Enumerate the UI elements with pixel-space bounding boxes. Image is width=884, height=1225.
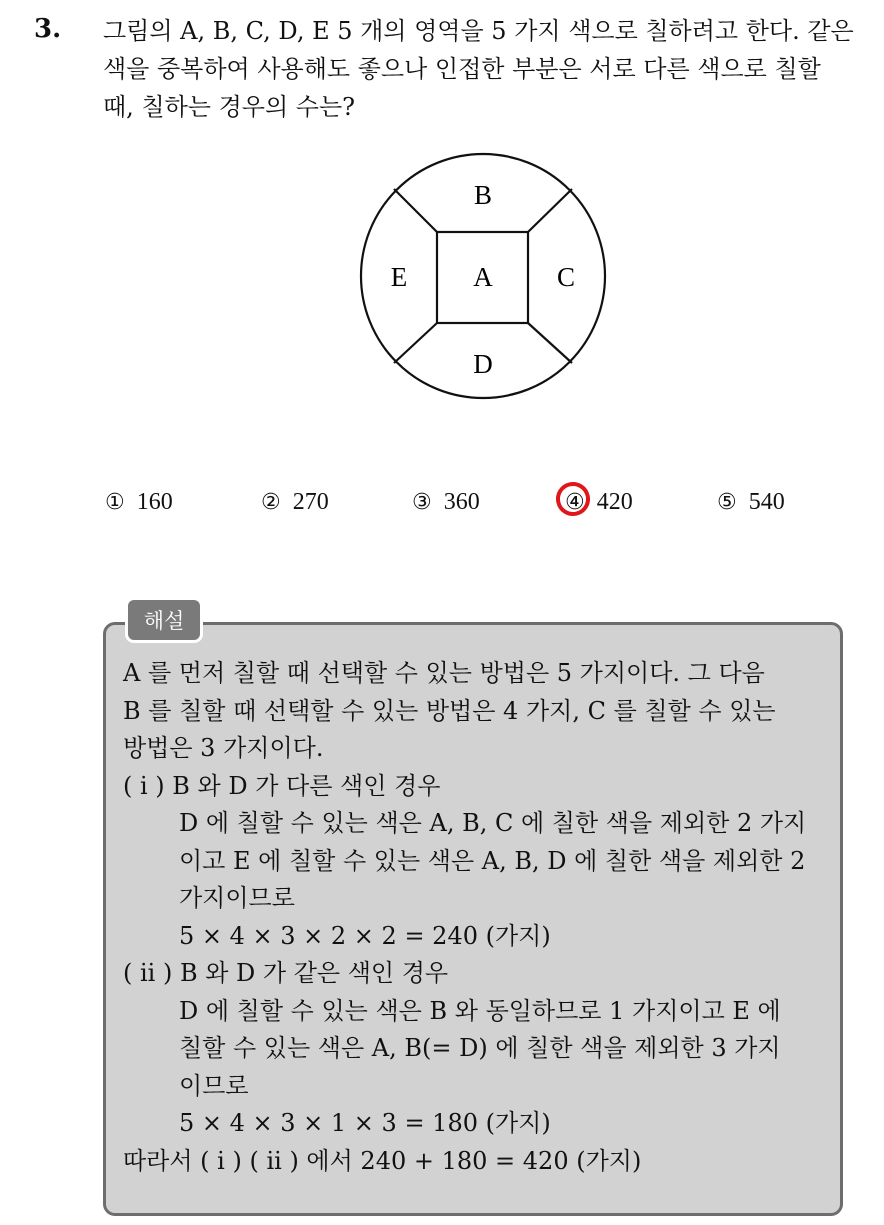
choice-mark: ③	[412, 489, 432, 515]
region-diagram-svg	[353, 152, 613, 412]
question-line: 때, 칠하는 경우의 수는?	[103, 93, 356, 121]
solution-line: 방법은 3 가지이다.	[123, 734, 324, 762]
solution-line: 이므로	[179, 1071, 249, 1100]
solution-text	[123, 655, 828, 1180]
choice-value: 420	[596, 488, 633, 515]
solution-line: ( ii ) B 와 D 가 같은 색인 경우	[123, 959, 449, 987]
choice-mark	[565, 490, 585, 515]
answer-choices	[105, 480, 825, 524]
region-label-e: E	[390, 262, 408, 292]
question-line: 색을 중복하여 사용해도 좋으나 인접한 부분은 서로 다른 색으로 칠할	[103, 55, 821, 83]
solution-line: 가지이므로	[179, 884, 295, 912]
choice-1[interactable]	[105, 480, 173, 524]
question-text	[103, 12, 863, 126]
solution-line: ( i ) B 와 D 가 다른 색인 경우	[123, 771, 441, 800]
divider-line	[394, 189, 437, 232]
solution-line: A 를 먼저 칠할 때 선택할 수 있는 방법은 5 가지이다. 그 다음	[123, 659, 765, 687]
choice-mark: ⑤	[717, 489, 737, 515]
choice-mark-text: ④	[565, 489, 585, 515]
region-label-b: B	[473, 180, 493, 210]
choice-value: 360	[443, 488, 480, 515]
selected-answer-ring	[553, 478, 593, 518]
choice-4-selected[interactable]	[565, 480, 633, 524]
choice-mark: ②	[261, 489, 281, 515]
question-number: 3.	[34, 14, 62, 44]
solution-line: D 에 칠할 수 있는 색은 A, B, C 에 칠한 색을 제외한 2 가지	[179, 809, 807, 837]
divider-line	[528, 323, 572, 363]
choice-mark: ①	[105, 489, 125, 515]
solution-line: 이고 E 에 칠할 수 있는 색은 A, B, D 에 칠한 색을 제외한 2	[179, 846, 806, 875]
choice-3[interactable]	[412, 480, 480, 524]
region-label-d: D	[473, 349, 493, 379]
solution-line: B 를 칠할 때 선택할 수 있는 방법은 4 가지, C 를 칠할 수 있는	[123, 696, 776, 725]
choice-2[interactable]	[261, 480, 329, 524]
solution-line: 따라서 ( i ) ( ii ) 에서 240 + 180 = 420 (가지)	[123, 1146, 642, 1175]
region-label-a: A	[473, 262, 493, 292]
region-label-c: C	[556, 262, 576, 292]
choice-value: 160	[136, 488, 173, 515]
region-diagram	[353, 152, 613, 412]
choice-value: 540	[748, 488, 785, 515]
solution-line: D 에 칠할 수 있는 색은 B 와 동일하므로 1 가지이고 E 에	[179, 996, 781, 1025]
divider-line	[394, 323, 437, 363]
solution-tag: 해설	[125, 597, 203, 643]
solution-line: 칠할 수 있는 색은 A, B(= D) 에 칠한 색을 제외한 3 가지	[179, 1034, 781, 1062]
solution-line: 5 × 4 × 3 × 1 × 3 = 180 (가지)	[179, 1109, 551, 1137]
question-line: 그림의 A, B, C, D, E 5 개의 영역을 5 가지 색으로 칠하려고 한다. 같은	[103, 17, 854, 45]
divider-line	[528, 189, 572, 232]
choice-5[interactable]	[717, 480, 785, 524]
solution-line: 5 × 4 × 3 × 2 × 2 = 240 (가지)	[179, 921, 551, 950]
choice-value: 270	[292, 488, 329, 515]
